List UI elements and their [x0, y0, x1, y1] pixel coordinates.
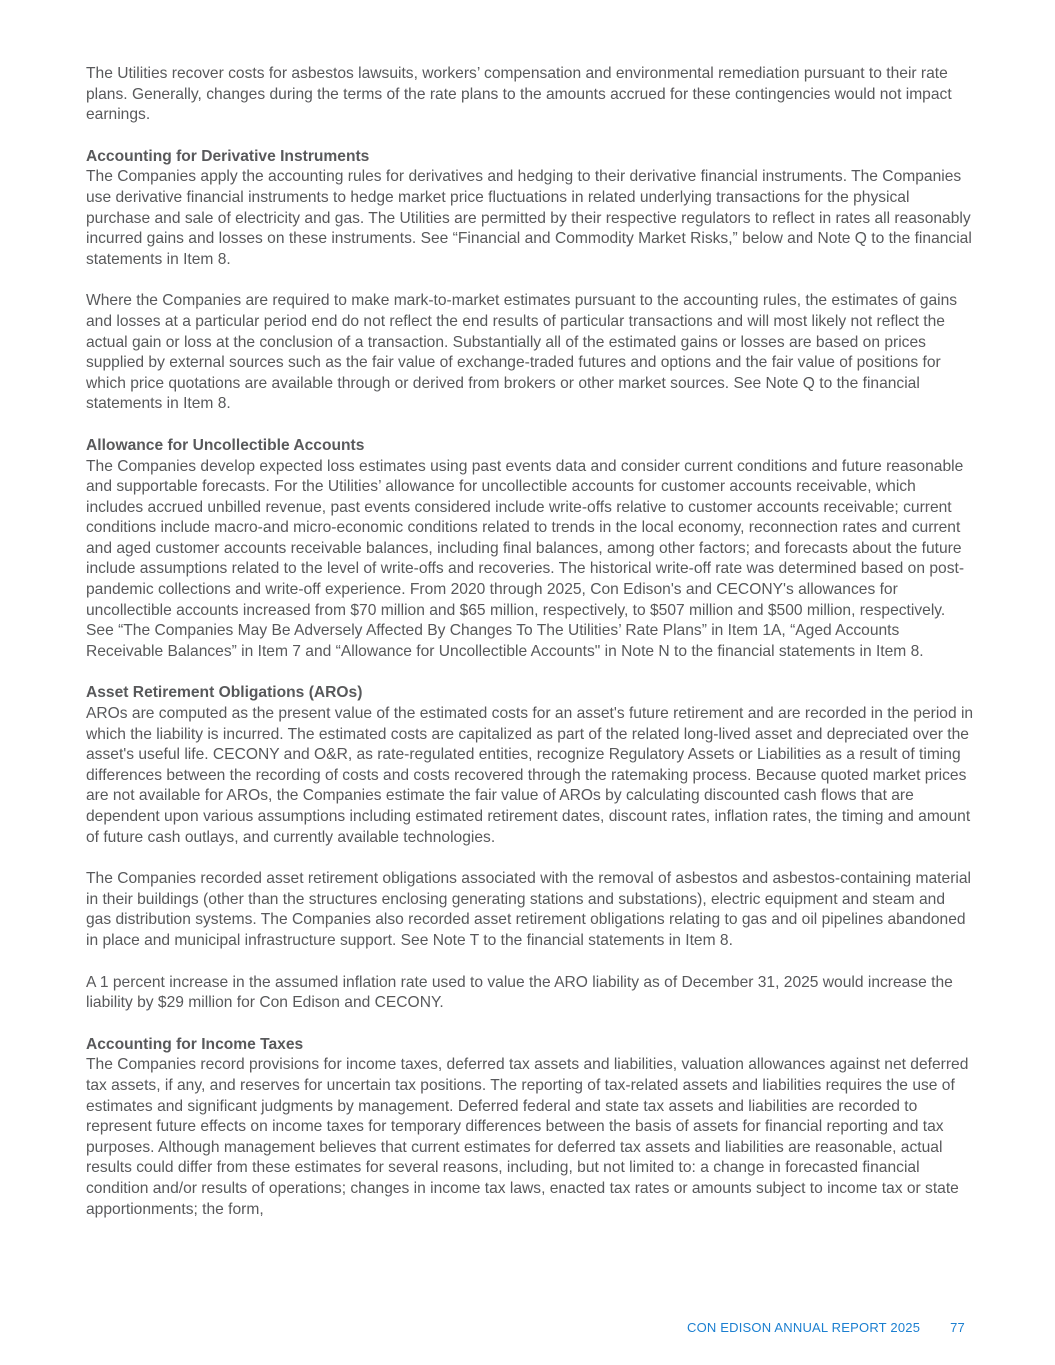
heading-asset-retirement-obligations: Asset Retirement Obligations (AROs): [86, 684, 363, 702]
paragraph-mark-to-market: Where the Companies are required to make mark-to-market estimates pursuant to the accounting rules, the estimates of gains and losses at a particular period end do not reflect the end results of particular transactions and will most likely not reflect the actual gain or loss at the conclusion of a transaction. Substantially all of the estimated gains or losses are based on prices supplied by external sources such as the fair value of exchange-traded futures and options and the fair value of positions for which price quotations are available through or derived from brokers or other market sources. See Note Q to the financial statements in Item 8.: [86, 292, 958, 413]
paragraph-inflation-sensitivity: A 1 percent increase in the assumed inflation rate used to value the ARO liability as of December 31, 2025 would increase the liability by $29 million for Con Edison and CECONY.: [86, 973, 953, 1012]
paragraph-derivative-rules: The Companies apply the accounting rules for derivatives and hedging to their derivative financial instruments. The Companies use derivative financial instruments to hedge market price fluctuations in related underlying transactions for the physical purchase and sale of electricity and gas. The Utilities are permitted by their respective regulators to reflect in rates all reasonably incurred gains and losses on these instruments. See “Financial and Commodity Market Risks,” below and Note Q to the financial statements in Item 8.: [86, 168, 972, 268]
page-footer: [687, 1320, 965, 1335]
paragraph-income-tax-provisions: The Companies record provisions for income taxes, deferred tax assets and liabilities, valuation allowances against net deferred tax assets, if any, and reserves for uncertain tax positions. The reporting of tax-related assets and liabilities requires the use of estimates and significant judgments by management. Deferred federal and state tax assets and liabilities are recorded to represent future effects on income taxes for temporary differences between the basis of assets for financial reporting and tax purposes. Although management believes that current estimates for deferred tax assets and liabilities are reasonable, actual results could differ from these estimates for several reasons, including, but not limited to: a change in forecasted financial condition and/or results of operations; changes in income tax laws, enacted tax rates or amounts subject to income tax or state apportionments; the form,: [86, 1056, 969, 1218]
paragraph-aros-computed: AROs are computed as the present value of the estimated costs for an asset's future retirement and are recorded in the period in which the liability is incurred. The estimated costs are capitalized as part of the related long-lived asset and depreciated over the asset's useful life. CECONY and O&R, as rate-regulated entities, recognize Regulatory Assets or Liabilities as a result of timing differences between the recording of costs and costs recovered through the ratemaking process. Because quoted market prices are not available for AROs, the Companies estimate the fair value of AROs by calculating discounted cash flows that are dependent upon various assumptions including estimated retirement dates, discount rates, inflation rates, the timing and amount of future cash outlays, and currently available technologies.: [86, 705, 974, 846]
footer-report-title: CON EDISON ANNUAL REPORT 2025: [686, 1320, 921, 1335]
heading-derivative-instruments: Accounting for Derivative Instruments: [86, 147, 370, 165]
paragraph-utilities-recover-costs: The Utilities recover costs for asbestos lawsuits, workers’ compensation and environmental remediation pursuant to their rate plans. Generally, changes during the terms of the rate plans to the amounts accrued for these contingencies would not impact earnings.: [86, 65, 952, 124]
heading-income-taxes: Accounting for Income Taxes: [86, 1035, 304, 1053]
page-number: 77: [950, 1320, 965, 1335]
document-body: [86, 64, 974, 1220]
paragraph-expected-loss-estimates: The Companies develop expected loss estimates using past events data and consider current conditions and future reasonable and supportable forecasts. For the Utilities’ allowance for uncollectible accounts for customer accounts receivable, which includes accrued unbilled revenue, past events considered include write-offs relative to customer accounts receivable; current conditions include macro-and micro-economic conditions related to trends in the local economy, reconnection rates and current and aged customer accounts receivable balances, including final balances, among other factors; and forecasts about the future include assumptions related to the level of write-offs and recoveries. The historical write-off rate was determined based on post-pandemic collections and write-off experience. From 2020 through 2025, Con Edison's and CECONY's allowances for uncollectible accounts increased from $70 million and $65 million, respectively, to $507 million and $500 million, respectively. See “The Companies May Be Adversely Affected By Changes To The Utilities’ Rate Plans” in Item 1A, “Aged Accounts Receivable Balances” in Item 7 and “Allowance for Uncollectible Accounts" in Note N to the financial statements in Item 8.: [86, 457, 965, 660]
paragraph-aros-recorded: The Companies recorded asset retirement obligations associated with the removal of asbestos and asbestos-containing material in their buildings (other than the structures enclosing generating stations and substations), electric equipment and steam and gas distribution systems. The Companies also recorded asset retirement obligations relating to gas and oil pipelines abandoned in place and municipal infrastructure support. See Note T to the financial statements in Item 8.: [86, 870, 971, 949]
heading-uncollectible-accounts: Allowance for Uncollectible Accounts: [86, 436, 365, 454]
